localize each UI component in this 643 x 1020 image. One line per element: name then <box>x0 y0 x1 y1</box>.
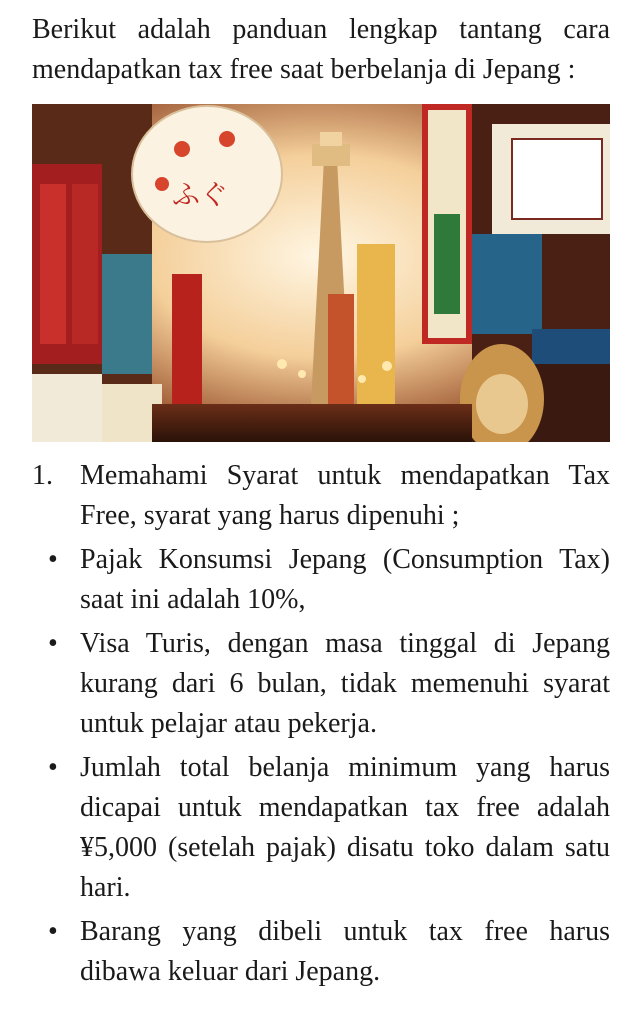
article <box>32 10 610 1020</box>
osaka-street-photo <box>32 104 610 442</box>
list-item <box>32 624 610 744</box>
list-marker: • <box>48 544 58 575</box>
svg-text:ふぐ: ふぐ <box>172 178 229 211</box>
list-marker: • <box>48 916 58 947</box>
list-item-text: Visa Turis, dengan masa tinggal di Jepang kurang dari 6 bulan, tidak memenuhi syarat untuk pelajar atau pekerja. <box>80 628 610 739</box>
list-item <box>32 456 610 536</box>
list-item-text: Barang yang dibeli untuk tax free harus dibawa keluar dari Jepang. <box>80 916 610 987</box>
list-item <box>32 748 610 908</box>
list-item <box>32 540 610 620</box>
list-marker: 1. <box>32 460 53 491</box>
list-item-text: Jumlah total belanja minimum yang harus dicapai untuk mendapatkan tax free adalah ¥5,000 (setelah pajak) disatu toko dalam satu hari. <box>80 752 610 903</box>
list-item-text: Pajak Konsumsi Jepang (Consumption Tax) saat ini adalah 10%, <box>80 544 610 615</box>
list-marker: • <box>48 752 58 783</box>
list-marker: • <box>48 628 58 659</box>
list-item-text: Memahami Syarat untuk mendapatkan Tax Free, syarat yang harus dipenuhi ; <box>80 460 610 531</box>
list-item <box>32 912 610 992</box>
intro-paragraph: Berikut adalah panduan lengkap tantang cara mendapatkan tax free saat berbelanja di Jepang : <box>32 14 610 85</box>
osaka-street-photo-icon <box>32 104 610 442</box>
requirements-list <box>32 456 610 992</box>
